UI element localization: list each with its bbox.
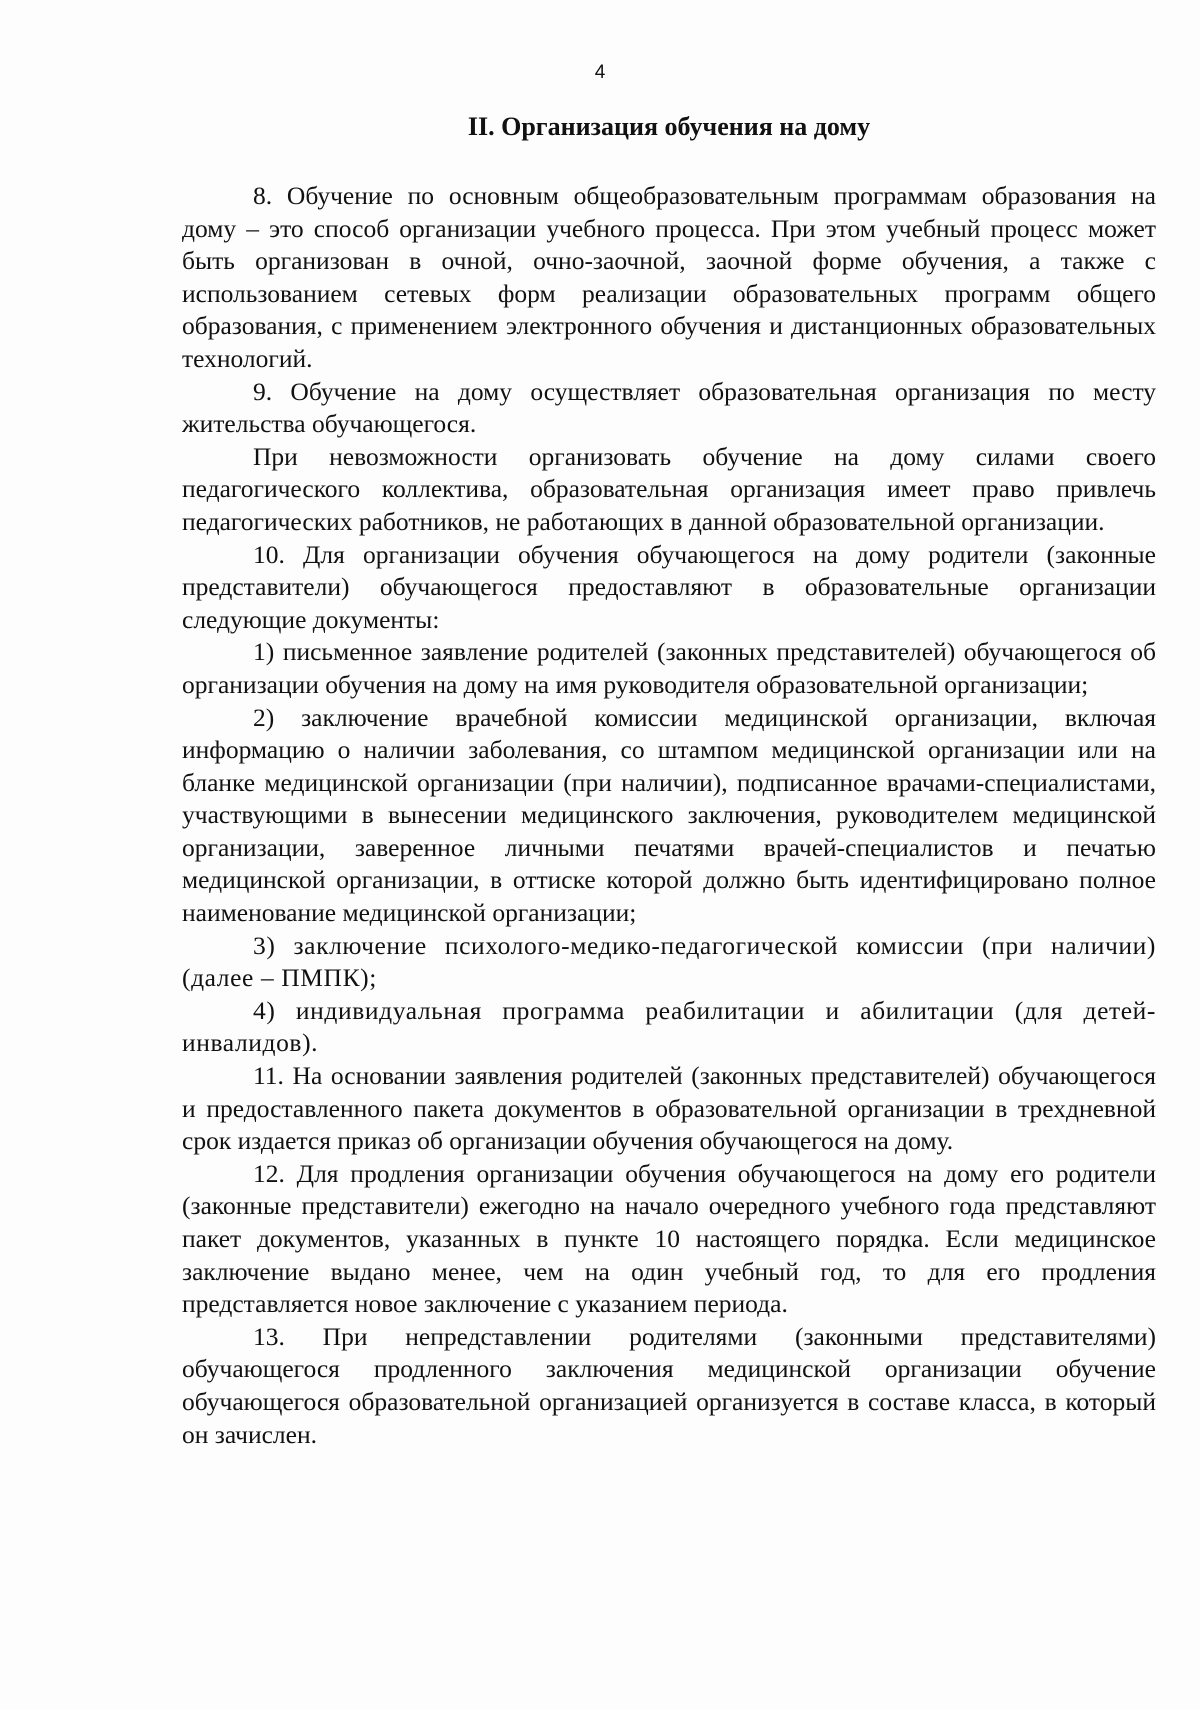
paragraph-9: 9. Обучение на дому осуществляет образовательная организация по месту жительства обучающегося. xyxy=(182,376,1156,439)
list-item-3: 3) заключение психолого-медико-педагогической комиссии (при наличии) (далее – ПМПК); xyxy=(182,930,1156,993)
section-title: II. Организация обучения на дому xyxy=(467,112,871,141)
paragraph-11: 11. На основании заявления родителей (законных представителей) обучающегося и предоставленного пакета документов в образовательной организации в трехдневной срок издается приказ об организации обучения обучающегося на дому. xyxy=(182,1061,1156,1156)
page-number: 4 xyxy=(594,62,606,83)
document-body xyxy=(182,180,1156,1451)
paragraph-9-continuation: При невозможности организовать обучение на дому силами своего педагогического коллектива, образовательная организация имеет право привлечь педагогических работников, не работающих в данной образовательной организации. xyxy=(182,441,1156,536)
list-item-1: 1) письменное заявление родителей (законных представителей) обучающегося об организации обучения на дому на имя руководителя образовательной организации; xyxy=(182,637,1156,699)
paragraph-10: 10. Для организации обучения обучающегося на дому родители (законные представители) обучающегося предоставляют в образовательные организации следующие документы: xyxy=(182,539,1156,634)
paragraph-12: 12. Для продления организации обучения обучающегося на дому его родители (законные представители) ежегодно на начало очередного учебного года представляют пакет документов, указанных в пункте 10 настоящего порядка. Если медицинское заключение выдано менее, чем на один учебный год, то для его продления представляется новое заключение с указанием периода. xyxy=(182,1158,1156,1319)
paragraph-13: 13. При непредставлении родителями (законными представителями) обучающегося продленного заключения медицинской организации обучение обучающегося образовательной организацией организуется в составе класса, в который он зачислен. xyxy=(182,1321,1156,1449)
paragraph-8: 8. Обучение по основным общеобразовательным программам образования на дому – это способ организации учебного процесса. При этом учебный процесс может быть организован в очной, очно-заочной, заочной форме обучения, а также с использованием сетевых форм реализации образовательных программ общего образования, с применением электронного обучения и дистанционных образовательных технологий. xyxy=(182,181,1156,373)
list-item-4: 4) индивидуальная программа реабилитации и абилитации (для детей-инвалидов). xyxy=(182,995,1156,1058)
list-item-2: 2) заключение врачебной комиссии медицинской организации, включая информацию о наличии заболевания, со штампом медицинской организации или на бланке медицинской организации (при наличии), подписанное врачами-специалистами, участвующими в вынесении медицинского заключения, руководителем медицинской организации, заверенное личными печатями врачей-специалистов и печатью медицинской организации, в оттиске которой должно быть идентифицировано полное наименование медицинской организации; xyxy=(182,702,1156,928)
